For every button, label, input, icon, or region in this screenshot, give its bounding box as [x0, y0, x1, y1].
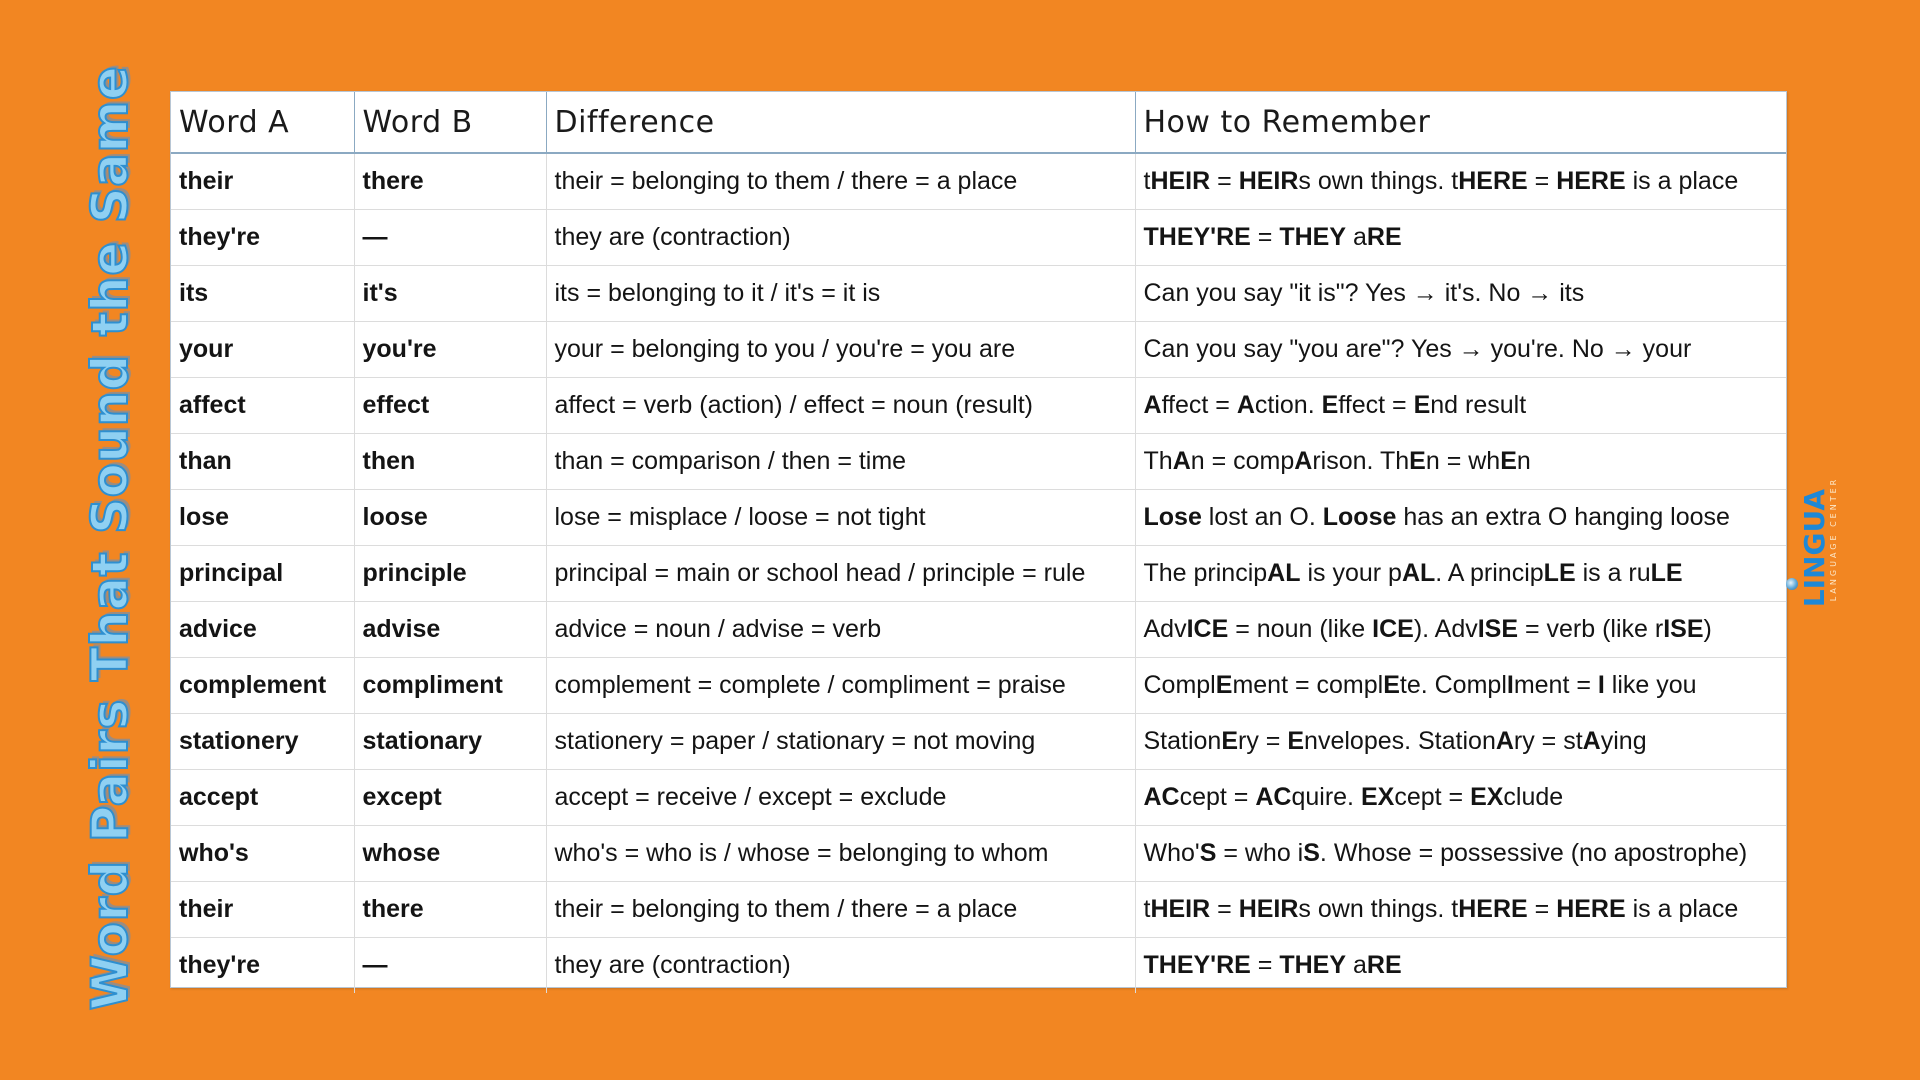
- table-row: [171, 322, 1786, 378]
- column-header-word-b: Word B: [354, 92, 546, 153]
- table-row: [171, 658, 1786, 714]
- difference-cell: its = belonging to it / it's = it is: [546, 266, 1135, 322]
- header-row: [171, 92, 1786, 153]
- how-to-remember-cell: ThAn = compArison. ThEn = whEn: [1135, 434, 1786, 490]
- how-to-remember-cell: AdvICE = noun (like ICE). AdvISE = verb (like rISE): [1135, 602, 1786, 658]
- word-b-cell: whose: [354, 826, 546, 882]
- column-header-difference: Difference: [546, 92, 1135, 153]
- difference-cell: they are (contraction): [546, 938, 1135, 994]
- table-row: [171, 378, 1786, 434]
- difference-cell: stationery = paper / stationary = not moving: [546, 714, 1135, 770]
- table-row: [171, 714, 1786, 770]
- table-row: [171, 602, 1786, 658]
- word-b-cell: it's: [354, 266, 546, 322]
- table-row: [171, 434, 1786, 490]
- difference-cell: who's = who is / whose = belonging to whom: [546, 826, 1135, 882]
- word-a-cell: lose: [171, 490, 354, 546]
- word-a-cell: your: [171, 322, 354, 378]
- table-body: [171, 153, 1786, 993]
- word-b-cell: effect: [354, 378, 546, 434]
- table-row: [171, 266, 1786, 322]
- table-row: [171, 826, 1786, 882]
- how-to-remember-cell: StationEry = Envelopes. StationAry = stAying: [1135, 714, 1786, 770]
- table-header: [171, 92, 1786, 153]
- word-b-cell: there: [354, 882, 546, 938]
- page-title: Word Pairs That Sound the Same: [81, 65, 139, 1011]
- how-to-remember-cell: tHEIR = HEIRs own things. tHERE = HERE is a place: [1135, 882, 1786, 938]
- word-a-cell: stationery: [171, 714, 354, 770]
- word-a-cell: they're: [171, 938, 354, 994]
- difference-cell: than = comparison / then = time: [546, 434, 1135, 490]
- word-b-cell: advise: [354, 602, 546, 658]
- word-pairs-table: [171, 92, 1786, 993]
- word-b-cell: compliment: [354, 658, 546, 714]
- how-to-remember-cell: ACcept = ACquire. EXcept = EXclude: [1135, 770, 1786, 826]
- how-to-remember-cell: ComplEment = complEte. ComplIment = I like you: [1135, 658, 1786, 714]
- table-row: [171, 770, 1786, 826]
- difference-cell: affect = verb (action) / effect = noun (result): [546, 378, 1135, 434]
- how-to-remember-cell: tHEIR = HEIRs own things. tHERE = HERE is a place: [1135, 153, 1786, 210]
- column-header-word-a: Word A: [171, 92, 354, 153]
- difference-cell: complement = complete / compliment = praise: [546, 658, 1135, 714]
- word-a-cell: advice: [171, 602, 354, 658]
- how-to-remember-cell: THEY'RE = THEY aRE: [1143, 951, 1402, 979]
- word-b-cell: —: [354, 210, 546, 266]
- word-b-cell: there: [354, 153, 546, 210]
- word-b-cell: principle: [354, 546, 546, 602]
- difference-cell: lose = misplace / loose = not tight: [546, 490, 1135, 546]
- word-a-cell: than: [171, 434, 354, 490]
- table-row: [171, 882, 1786, 938]
- word-a-cell: affect: [171, 378, 354, 434]
- column-header-how-to-remember: How to Remember: [1135, 92, 1786, 153]
- word-a-cell: its: [171, 266, 354, 322]
- word-a-cell: their: [171, 882, 354, 938]
- lingua-logo: [1800, 468, 1842, 616]
- how-to-remember-cell: THEY'RE = THEY aRE: [1135, 210, 1786, 266]
- how-to-remember-cell: Who'S = who iS. Whose = possessive (no apostrophe): [1135, 826, 1786, 882]
- table-row: [171, 546, 1786, 602]
- difference-cell: they are (contraction): [546, 210, 1135, 266]
- word-b-cell: except: [354, 770, 546, 826]
- how-to-remember-cell: Lose lost an O. Loose has an extra O hanging loose: [1135, 490, 1786, 546]
- table-row: [171, 938, 1786, 994]
- word-b-cell: you're: [354, 322, 546, 378]
- difference-cell: advice = noun / advise = verb: [546, 602, 1135, 658]
- word-pairs-table-container: [170, 91, 1787, 988]
- difference-cell: accept = receive / except = exclude: [546, 770, 1135, 826]
- difference-cell: their = belonging to them / there = a place: [546, 882, 1135, 938]
- word-b-cell: then: [354, 434, 546, 490]
- logo-subtitle: LANGUAGE CENTER: [1829, 476, 1838, 602]
- word-a-cell: who's: [171, 826, 354, 882]
- how-to-remember-cell: The principAL is your pAL. A principLE is a ruLE: [1135, 546, 1786, 602]
- word-a-cell: they're: [171, 210, 354, 266]
- word-a-cell: complement: [171, 658, 354, 714]
- table-row: [171, 153, 1786, 210]
- table-row: [171, 210, 1786, 266]
- word-a-cell: principal: [171, 546, 354, 602]
- difference-cell: their = belonging to them / there = a place: [546, 153, 1135, 210]
- how-to-remember-cell: Affect = Action. Effect = End result: [1135, 378, 1786, 434]
- word-b-cell: loose: [354, 490, 546, 546]
- word-b-cell: stationary: [354, 714, 546, 770]
- word-b-cell: —: [354, 938, 546, 994]
- globe-icon: [1786, 578, 1798, 590]
- table-row: [171, 490, 1786, 546]
- difference-cell: your = belonging to you / you're = you are: [546, 322, 1135, 378]
- how-to-remember-cell: Can you say "it is"? Yes → it's. No → its: [1135, 266, 1786, 322]
- word-a-cell: their: [171, 153, 354, 210]
- difference-cell: principal = main or school head / principle = rule: [546, 546, 1135, 602]
- word-a-cell: accept: [171, 770, 354, 826]
- how-to-remember-cell: Can you say "you are"? Yes → you're. No → your: [1135, 322, 1786, 378]
- logo-name: LINGUA: [1798, 488, 1831, 608]
